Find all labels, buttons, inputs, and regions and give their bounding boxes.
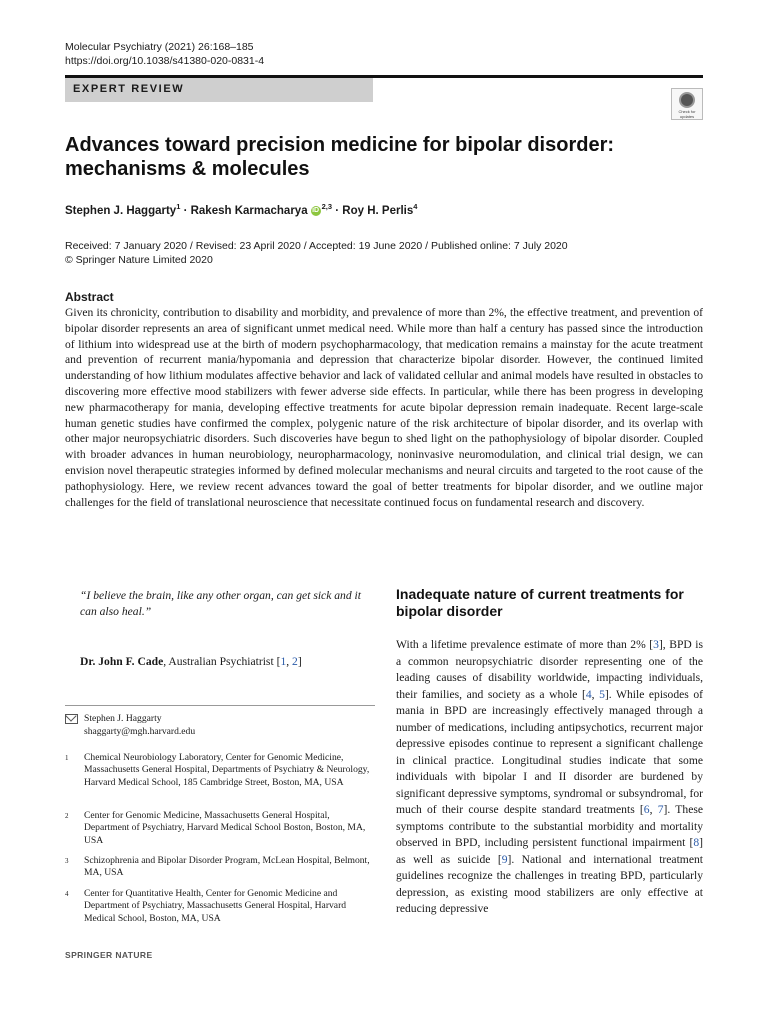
affiliation-text: Chemical Neurobiology Laboratory, Center for Genomic Medicine, Massachusetts General Hospital, Departments of Psychiatry & Neurology, Harvard Medical School, 185 Cambridge Street, Boston, MA, USA	[84, 752, 370, 788]
paragraph-text: ] as well as suicide [	[396, 836, 703, 866]
journal-citation: Molecular Psychiatry (2021) 26:168–185	[65, 41, 254, 53]
quote-author: Dr. John F. Cade	[80, 655, 164, 668]
affiliation-number: 1	[65, 754, 69, 762]
affiliation-text: Center for Genomic Medicine, Massachusetts General Hospital, Department of Psychiatry, Harvard Medical School Boston, Boston, MA, USA	[84, 810, 366, 846]
citation-separator: ,	[286, 655, 293, 668]
copyright-notice: © Springer Nature Limited 2020	[65, 254, 213, 266]
citation-separator: ,	[649, 803, 658, 816]
author-name[interactable]: Roy H. Perlis	[342, 204, 414, 217]
section-tag: EXPERT REVIEW	[65, 78, 373, 102]
publisher-logo: SPRINGER NATURE	[65, 950, 153, 960]
author-name[interactable]: Rakesh Karmacharya	[190, 204, 308, 217]
citation-link[interactable]: 3	[653, 638, 659, 651]
footnote-rule	[65, 705, 375, 706]
citation-link[interactable]: 2	[292, 655, 298, 668]
article-title: Advances toward precision medicine for bipolar disorder: mechanisms & molecules	[65, 134, 615, 180]
citation-link[interactable]: 5	[599, 687, 605, 701]
author-list	[65, 202, 417, 217]
affiliation-item	[65, 855, 377, 880]
affiliation-number: 3	[65, 857, 69, 865]
paragraph-text: ]. These symptoms contribute to the substantial morbidity and mortality observed in BPD, including persistent functional impairment [	[396, 803, 703, 849]
epigraph-quote: “I believe the brain, like any other organ, can get sick and it can also heal.”	[80, 589, 361, 618]
affiliation-item	[65, 752, 377, 789]
citation-link[interactable]: 7	[657, 803, 664, 816]
affiliation-item	[65, 888, 377, 925]
orcid-icon[interactable]: iD	[312, 206, 320, 214]
check-for-updates-label: Check for updates	[678, 109, 696, 119]
affiliation-number: 2	[65, 812, 69, 820]
citation-link[interactable]: 6	[643, 803, 650, 816]
affiliation-item	[65, 810, 377, 847]
affiliation-text: Center for Quantitative Health, Center for Genomic Medicine and Department of Psychiatry, Massachusetts General Hospital, Harvard Medical School, Boston, MA, USA	[84, 888, 347, 924]
paragraph-text: ]. While episodes of mania in BPD are increasingly effectively managed through a number of medications, including antipsychotics, recurrent major depressive episodes continue to represent a significant challenge in clinical practice. Longitudinal studies indicate that some individuals with bipolar I and II disorder are burdened by significant depressive symptoms, syndromal or subsyndromal, for much of their course despite standard treatments [	[396, 687, 704, 816]
contact-name: Stephen J. Haggarty	[84, 713, 162, 724]
citation-link[interactable]: 1	[280, 655, 287, 668]
check-for-updates-icon	[679, 92, 695, 108]
citation-link[interactable]: 4	[585, 687, 592, 701]
author-affiliation-ref: 1	[176, 202, 181, 211]
body-paragraph	[396, 637, 703, 918]
publication-dates: Received: 7 January 2020 / Revised: 23 April 2020 / Accepted: 19 June 2020 / Published online: 7 July 2020	[65, 240, 568, 252]
paragraph-text: ], BPD is a common neuropsychiatric disorder representing one of the leading causes of disability worldwide, impacting individuals, their families, and society as a whole [	[396, 638, 704, 701]
section-heading: Inadequate nature of current treatments for bipolar disorder	[396, 586, 684, 619]
corresponding-author	[65, 713, 195, 738]
author-affiliation-ref: 2,3	[321, 202, 333, 211]
citation-link[interactable]: 9	[501, 852, 508, 866]
epigraph-attribution	[80, 655, 380, 668]
contact-email[interactable]: shaggarty@mgh.harvard.edu	[84, 725, 196, 737]
journal-header	[65, 40, 264, 68]
author-affiliation-ref: 4	[413, 202, 418, 211]
mail-icon	[65, 714, 78, 724]
abstract-text: Given its chronicity, contribution to disability and morbidity, and prevalence of more than 2%, the effective treatment, and prevention of bipolar disorder represents an area of significant unmet medical need. While more than half a century has passed since the introduction of lithium into widespread use at the birth of modern psychopharmacology, that medication remains a mainstay for the acute treatment and prevention of recurrent mania/hypomania and depression that characterize bipolar disorder. However, the continued limited understanding of how lithium modulates affective behavior and lack of validated cellular and animal models have resulted in obstacles to discovering more effective mood stabilizers with fewer adverse side effects. In particular, while there has been progress in developing new pharmacotherapy for mania, developing effective treatments for acute bipolar depression remain inadequate. Recent large-scale human genetic studies have confirmed the complex, polygenic nature of the risk architecture of bipolar disorder, and its overlap with other major neuropsychiatric disorders. Such discoveries have begun to shed light on the pathophysiology of bipolar disorder. Coupled with broader advances in human neurobiology, neuropharmacology, noninvasive neuromodulation, and clinical trial design, we can envision novel therapeutic strategies informed by defined molecular mechanisms and neural circuits and targeted to the root cause of the pathophysiology. Here, we review recent advances toward the goal of better treatments for bipolar disorder, and we outline major challenges for the field of translational neuroscience that necessitate continued focus on fundamental research and discovery.	[65, 306, 703, 509]
paragraph-text: ]. National and international treatment guidelines recognize the challenges in treating BPD, particularly depression, as existing mood stabilizers are only effective at reducing depressive	[396, 852, 703, 915]
abstract-heading: Abstract	[65, 290, 114, 304]
paragraph-text: With a lifetime prevalence estimate of more than 2% [	[396, 638, 654, 651]
affiliation-number: 4	[65, 890, 69, 898]
author-separator: ·	[180, 204, 191, 217]
doi-link[interactable]: https://doi.org/10.1038/s41380-020-0831-4	[65, 55, 265, 67]
citation-bracket: ]	[297, 655, 302, 668]
citation-separator: ,	[591, 687, 600, 701]
affiliation-text: Schizophrenia and Bipolar Disorder Program, McLean Hospital, Belmont, MA, USA	[84, 855, 370, 879]
publication-info	[65, 239, 568, 267]
citation-link[interactable]: 8	[693, 836, 700, 849]
check-for-updates-badge[interactable]	[671, 88, 703, 120]
quote-author-role: , Australian Psychiatrist [	[163, 655, 281, 668]
author-name[interactable]: Stephen J. Haggarty	[65, 204, 177, 217]
author-separator: ·	[332, 204, 343, 217]
